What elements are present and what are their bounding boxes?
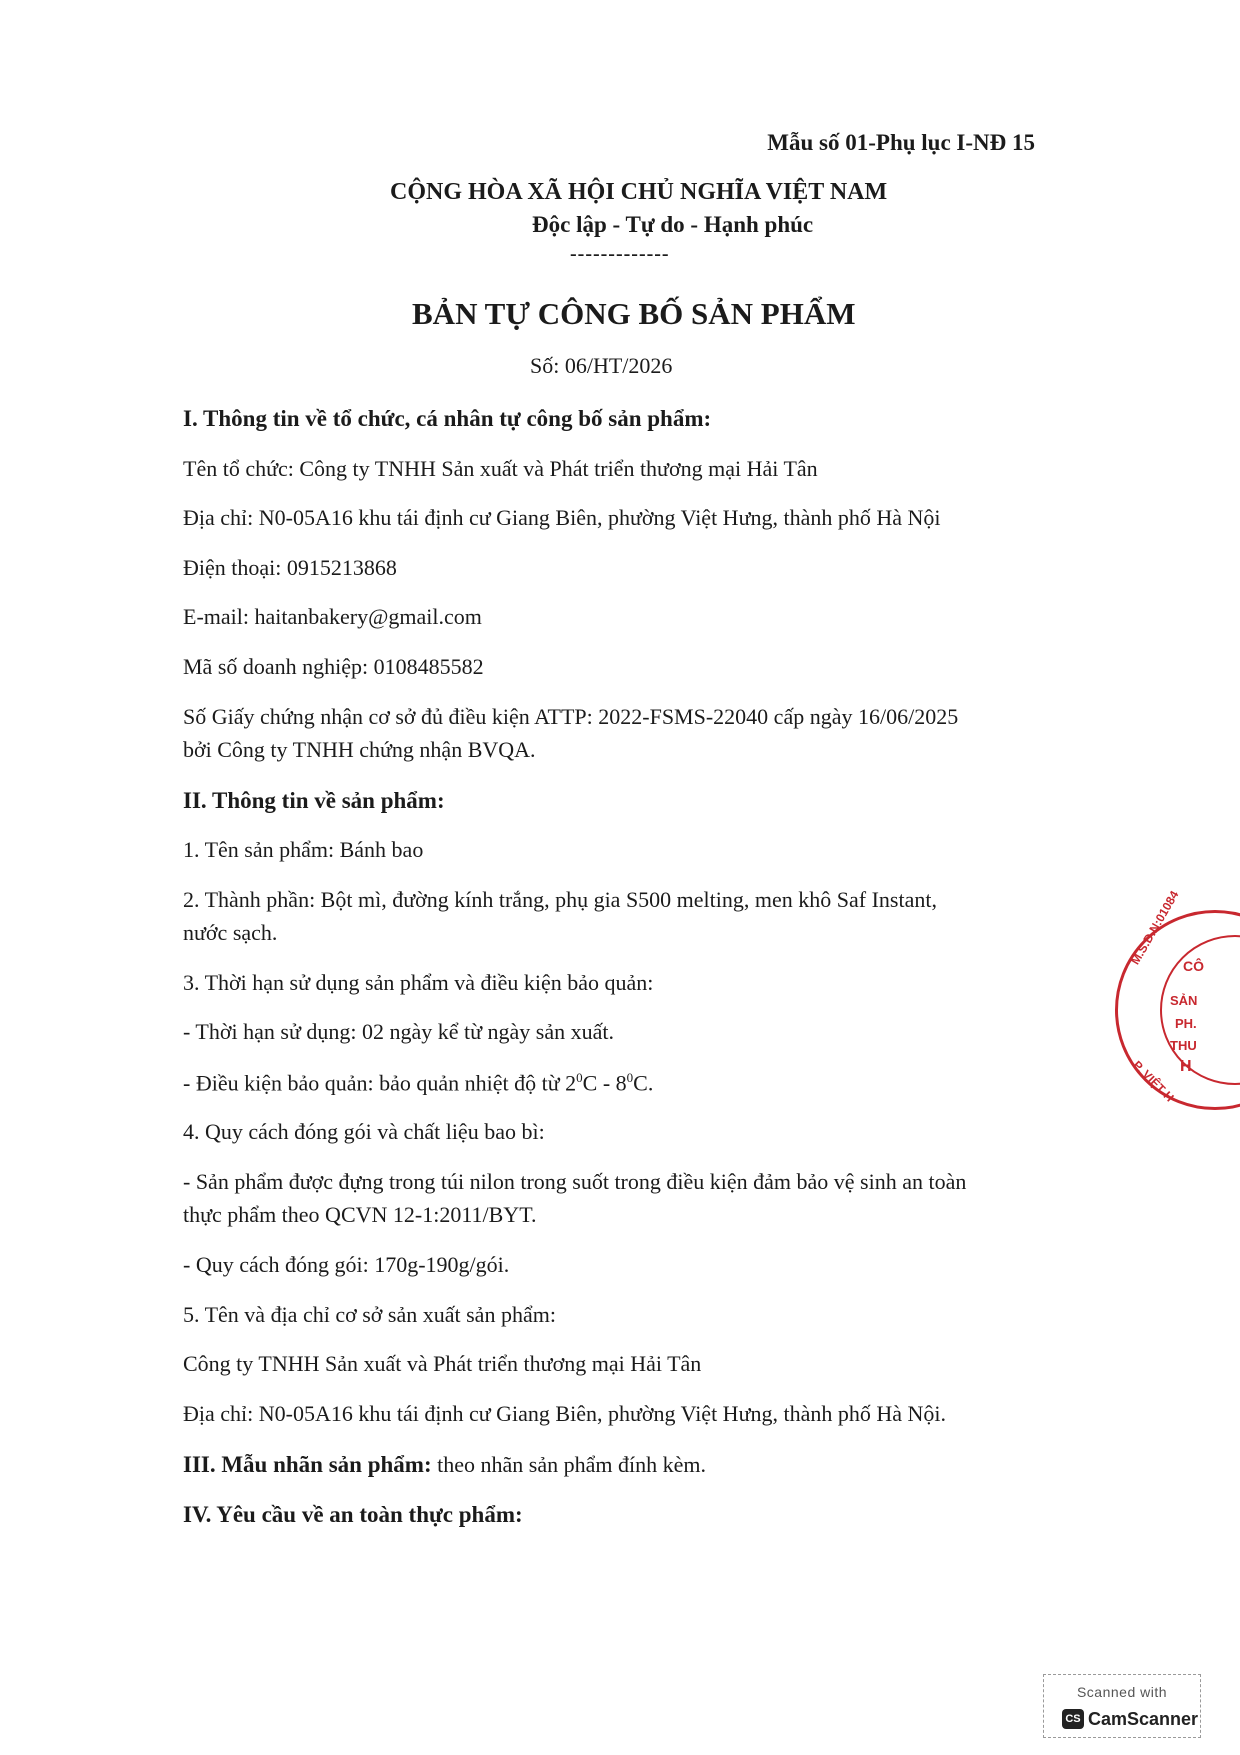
seal-line-2: SẢN [1170, 993, 1198, 1008]
org-tax-code: Mã số doanh nghiệp: 0108485582 [183, 654, 484, 679]
manufacturer-name: Công ty TNHH Sản xuất và Phát triển thương mại Hải Tân [183, 1351, 702, 1376]
cert-line-1: Số Giấy chứng nhận cơ sở đủ điều kiện ATTP: 2022-FSMS-22040 cấp ngày 16/06/2025 [183, 704, 959, 729]
ingredients-line-2: nước sạch. [183, 920, 278, 945]
manufacturer-address: Địa chỉ: N0-05A16 khu tái định cư Giang Biên, phường Việt Hưng, thành phố Hà Nội. [183, 1401, 947, 1426]
packaging-spec: - Quy cách đóng gói: 170g-190g/gói. [183, 1252, 510, 1277]
watermark-app-name: CamScanner [1088, 1709, 1199, 1729]
org-name: Tên tổ chức: Công ty TNHH Sản xuất và Phát triển thương mại Hải Tân [183, 456, 818, 481]
document-number: Số: 06/HT/2026 [530, 353, 673, 378]
org-email: E-mail: haitanbakery@gmail.com [183, 604, 482, 629]
seal-line-4: THU [1170, 1038, 1197, 1053]
seal-line-3: PH. [1175, 1016, 1197, 1031]
section-3 [183, 1453, 706, 1476]
packaging-line-2: thực phẩm theo QCVN 12-1:2011/BYT. [183, 1202, 537, 1227]
seal-ring-text: M.S.D.N:01084 [1128, 888, 1182, 967]
manufacturer-heading: 5. Tên và địa chỉ cơ sở sản xuất sản phẩm: [183, 1302, 556, 1327]
ingredients-line-1: 2. Thành phần: Bột mì, đường kính trắng, phụ gia S500 melting, men khô Saf Instant, [183, 887, 937, 912]
national-title: CỘNG HÒA XÃ HỘI CHỦ NGHĨA VIỆT NAM [390, 179, 888, 205]
storage-condition: - Điều kiện bảo quản: bảo quản nhiệt độ từ $2^0C - 8^0C$. [183, 1070, 654, 1096]
product-name: 1. Tên sản phẩm: Bánh bao [183, 837, 424, 862]
seal-line-5: H [1180, 1058, 1192, 1075]
section-3-heading: III. Mẫu nhãn sản phẩm: [183, 1452, 432, 1477]
form-number: Mẫu số 01-Phụ lục I-NĐ 15 [767, 130, 1035, 155]
national-motto: Độc lập - Tự do - Hạnh phúc [532, 212, 814, 237]
cert-line-2: bởi Công ty TNHH chứng nhận BVQA. [183, 737, 536, 762]
watermark-top-text: Scanned with [1076, 1684, 1168, 1700]
packaging-heading: 4. Quy cách đóng gói và chất liệu bao bì: [183, 1119, 545, 1144]
camscanner-watermark [1043, 1674, 1201, 1738]
packaging-line-1: - Sản phẩm được đựng trong túi nilon trong suốt trong điều kiện đảm bảo vệ sinh an toàn [183, 1169, 967, 1194]
camscanner-logo-icon: CS [1062, 1709, 1084, 1729]
seal-bottom-text: P. VIỆT H [1130, 1058, 1177, 1105]
section-4-heading: IV. Yêu cầu về an toàn thực phẩm: [183, 1502, 523, 1527]
org-phone: Điện thoại: 0915213868 [183, 555, 397, 580]
seal-line-1: CÔ [1183, 958, 1204, 974]
document-title: BẢN TỰ CÔNG BỐ SẢN PHẨM [412, 296, 856, 331]
org-address: Địa chỉ: N0-05A16 khu tái định cư Giang Biên, phường Việt Hưng, thành phố Hà Nội [183, 505, 941, 530]
section-1-heading: I. Thông tin về tổ chức, cá nhân tự công bố sản phẩm: [183, 406, 712, 431]
section-3-text: theo nhãn sản phẩm đính kèm. [431, 1452, 706, 1477]
shelf-life: - Thời hạn sử dụng: 02 ngày kể từ ngày sản xuất. [183, 1019, 615, 1044]
shelf-life-heading: 3. Thời hạn sử dụng sản phẩm và điều kiện bảo quản: [183, 970, 654, 995]
section-2-heading: II. Thông tin về sản phẩm: [183, 788, 445, 813]
header-divider: ------------- [570, 243, 670, 265]
